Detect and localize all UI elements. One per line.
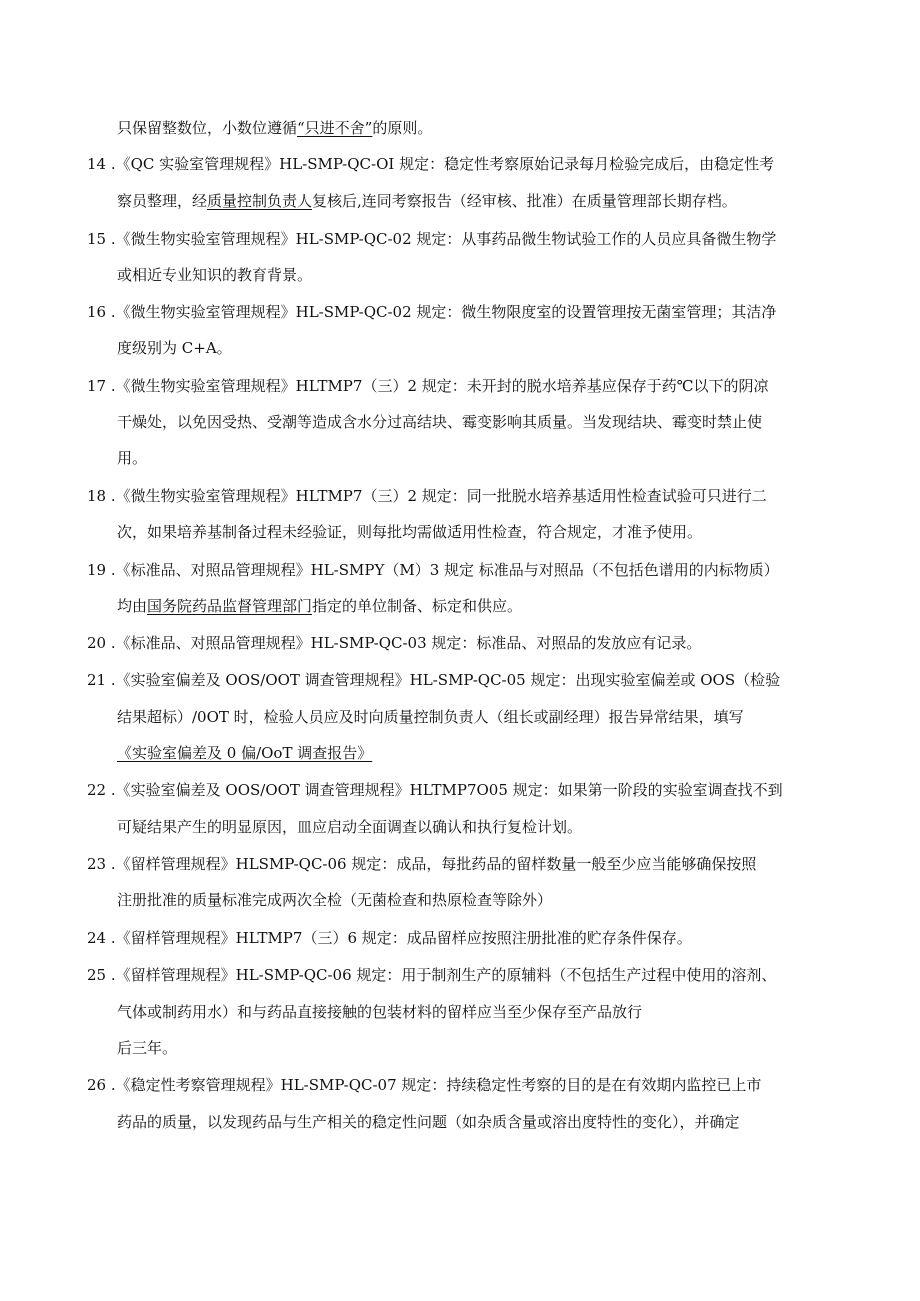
text-line-25-2 — [117, 1002, 642, 1022]
text-segment: 19 .《标准品、对照品管理规程》HL-SMPY（M）3 规定 标准品与对照品（不包括色谱用的内标物质） — [87, 561, 779, 579]
text-segment: 14 .《QC 实验室管理规程》HL-SMP-QC-OI 规定：稳定性考察原始记录每月检验完成后，由稳定性考 — [87, 155, 775, 173]
text-line-17-2 — [117, 412, 762, 432]
text-segment: 气体或制药用水）和与药品直接接触的包装材料的留样应当至少保存至产品放行 — [117, 1003, 643, 1021]
text-segment: 均由 — [117, 597, 148, 615]
text-segment: 后三年。 — [117, 1039, 178, 1057]
text-line-26-1 — [87, 1075, 761, 1095]
text-line-23-2 — [117, 890, 552, 910]
text-segment: 24 .《留样管理规程》HLTMP7（三）6 规定：成品留样应按照注册批准的贮存条件保存。 — [87, 929, 692, 947]
text-line-21-2 — [117, 707, 744, 727]
text-line-26-2 — [117, 1112, 740, 1132]
text-line-18-1 — [87, 486, 767, 506]
text-segment: 只保留整数位，小数位遵循 — [117, 119, 298, 137]
text-line-15-1 — [87, 229, 776, 249]
text-segment: 17 .《微生物实验室管理规程》HLTMP7（三）2 规定：未开封的脱水培养基应保存于药℃以下的阴凉 — [87, 377, 769, 395]
text-segment: 15 .《微生物实验室管理规程》HL-SMP-QC-02 规定：从事药品微生物试验工作的人员应具备微生物学 — [87, 230, 777, 248]
text-line-14-1 — [87, 154, 774, 174]
text-segment: 或相近专业知识的教育背景。 — [117, 266, 313, 284]
text-segment: 26 .《稳定性考察管理规程》HL-SMP-QC-07 规定：持续稳定性考察的目的是在有效期内监控已上市 — [87, 1076, 762, 1094]
text-segment: 25 .《留样管理规程》HL-SMP-QC-06 规定：用于制剂生产的原辅料（不包括生产过程中使用的溶剂、 — [87, 966, 777, 984]
text-segment: 可疑结果产生的明显原因，皿应启动全面调查以确认和执行复检计划。 — [117, 818, 583, 836]
text-line-15-2 — [117, 265, 312, 285]
text-line-19-2 — [117, 596, 522, 616]
text-segment: 22 .《实验室偏差及 OOS/OOT 调查管理规程》HLTMP7O05 规定：如果第一阶段的实验室调查找不到 — [87, 781, 783, 799]
text-line-18-2 — [117, 522, 702, 542]
text-line-16-2 — [117, 338, 232, 358]
text-line-14-2 — [117, 191, 737, 211]
text-segment: 复核后,连同考察报告（经审核、批准）在质量管理部长期存档。 — [312, 192, 737, 210]
text-segment: 注册批准的质量标准完成两次全检（无菌检查和热原检查等除外） — [117, 891, 553, 909]
text-segment: 20 .《标准品、对照品管理规程》HL-SMP-QC-03 规定：标准品、对照品的发放应有记录。 — [87, 634, 702, 652]
text-line-22-1 — [87, 780, 783, 800]
text-line-22-2 — [117, 817, 582, 837]
text-segment: 度级别为 C+A。 — [117, 339, 232, 357]
text-line-19-1 — [87, 560, 779, 580]
text-line-17-1 — [87, 376, 769, 396]
text-segment: 次，如果培养基制备过程未经验证，则每批均需做适用性检查，符合规定，才准予使用。 — [117, 523, 703, 541]
text-segment: 18 .《微生物实验室管理规程》HLTMP7（三）2 规定：同一批脱水培养基适用性检查试验可只进行二 — [87, 487, 767, 505]
text-segment: 药品的质量，以发现药品与生产相关的稳定性问题（如杂质含量或溶出度特性的变化），并确定 — [117, 1113, 740, 1131]
text-line-17-3 — [117, 448, 147, 468]
text-line-16-1 — [87, 302, 776, 322]
text-segment: 的原则。 — [372, 119, 433, 137]
text-segment: 干燥处，以免因受热、受潮等造成含水分过高结块、霉变影响其质量。当发现结块、霉变时禁止使 — [117, 413, 763, 431]
underlined-text: 质量控制负责人 — [207, 192, 313, 210]
text-line-21-3 — [117, 743, 372, 763]
text-segment: 察员整理，经 — [117, 192, 208, 210]
text-line-25-3 — [117, 1038, 177, 1058]
text-segment: 16 .《微生物实验室管理规程》HL-SMP-QC-02 规定：微生物限度室的设置管理按无菌室管理；其洁净 — [87, 303, 777, 321]
underlined-text: 国务院药品监督管理部门 — [147, 597, 313, 615]
text-segment: 用。 — [117, 449, 148, 467]
text-segment: 21 .《实验室偏差及 OOS/OOT 调查管理规程》HL-SMP-QC-05 规定：出现实验室偏差或 OOS（检验 — [87, 671, 781, 689]
underlined-text: “只进不舍” — [297, 119, 373, 137]
text-line-23-1 — [87, 854, 756, 874]
text-line-20-1 — [87, 633, 701, 653]
text-line-24-1 — [87, 928, 692, 948]
text-segment: 结果超标）/0OT 时，检验人员应及时向质量控制负责人（组长或副经理）报告异常结果，填写 — [117, 708, 744, 726]
text-line-25-1 — [87, 965, 776, 985]
text-segment: 23 .《留样管理规程》HLSMP-QC-06 规定：成品，每批药品的留样数量一般至少应当能够确保按照 — [87, 855, 757, 873]
underlined-text: 《实验室偏差及 0 偏/OoT 调查报告》 — [117, 744, 373, 762]
text-line-cont-1 — [117, 118, 432, 138]
text-line-21-1 — [87, 670, 780, 690]
text-segment: 指定的单位制备、标定和供应。 — [312, 597, 523, 615]
